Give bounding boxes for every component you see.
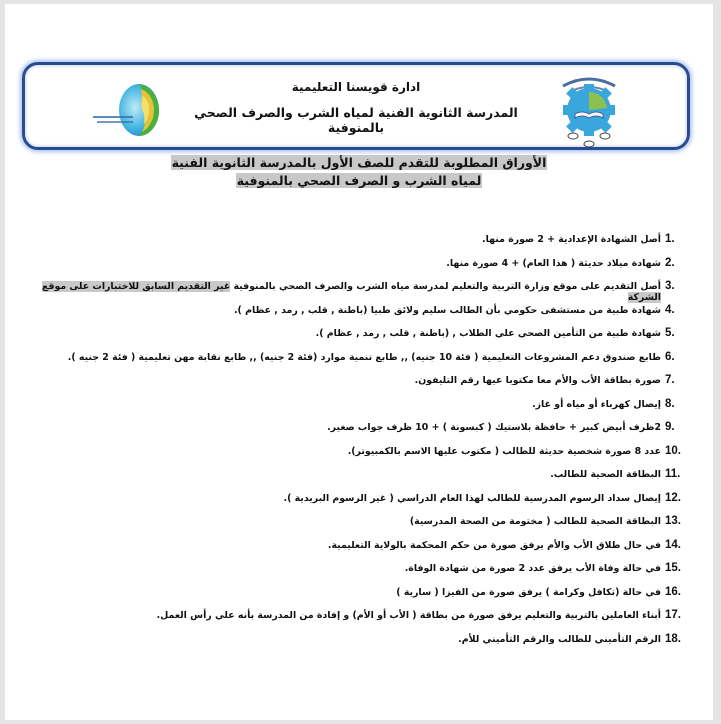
- item-number: 14.: [665, 538, 681, 551]
- item-number: 5.: [665, 327, 675, 339]
- list-item: [19, 445, 687, 469]
- item-number: 12.: [665, 491, 681, 504]
- list-item: [19, 374, 687, 398]
- item-text: إيصال كهرباء أو مياه أو غاز.: [532, 398, 661, 410]
- item-text: شهادة طبية من مستشفى حكومي بأن الطالب سليم ولائق طبيا (باطنة , قلب , رمد , عظام ).: [233, 304, 661, 316]
- item-number: 8.: [665, 397, 675, 410]
- item-number: 1.: [665, 233, 675, 245]
- item-number: 18.: [665, 632, 681, 645]
- item-number: 10.: [665, 444, 681, 457]
- list-item: [19, 609, 687, 633]
- title-line-2: لمياه الشرب و الصرف الصحي بالمنوفية: [236, 173, 482, 188]
- item-text: شهادة طبية من التأمين الصحي علي الطلاب , (باطنة , قلب , رمد , عظام ).: [315, 328, 661, 339]
- list-item: [19, 398, 687, 422]
- header-box: [22, 62, 690, 150]
- item-text: طابع صندوق دعم المشروعات التعليمية ( فئة 10 جنيه) ,, طابع تنمية موارد (فئة 2 جنيه) ,, طابع نقابة مهن تعليمية ( فئة 2 جنيه ).: [67, 351, 661, 363]
- list-item: [19, 421, 687, 445]
- item-text: في حال طلاق الأب والأم يرفق صورة من حكم المحكمة بالولاية التعليمية.: [327, 539, 661, 551]
- list-item: [19, 351, 687, 375]
- item-number: 4.: [665, 303, 675, 316]
- item-text: شهادة ميلاد حديثة ( هذا العام) + 4 صورة منها.: [446, 257, 661, 269]
- list-item: [19, 515, 687, 539]
- item-number: 13.: [665, 515, 681, 527]
- list-item: [19, 633, 687, 657]
- highlighted-note: غير التقديم السابق للاختبارات على موقع الشركة: [41, 281, 661, 303]
- item-text: عدد 8 صورة شخصية حديثة للطالب ( مكتوب عليها الاسم بالكمبيوتر).: [347, 445, 661, 457]
- item-text: البطاقة الصحية للطالب.: [550, 469, 661, 480]
- list-item: [19, 327, 687, 351]
- item-text: أصل الشهادة الإعدادية + 2 صورة منها.: [482, 234, 661, 245]
- item-text: أبناء العاملين بالتربية والتعليم يرفق صورة من بطاقة ( الأب أو الأم) و إفادة من المدرسة بأنه علي رأس العمل.: [156, 610, 661, 621]
- list-item: [19, 539, 687, 563]
- list-item: [19, 257, 687, 281]
- school-name: المدرسة الثانوية الفنية لمياه الشرب والصرف الصحي بالمنوفية: [194, 105, 518, 135]
- item-number: 17.: [665, 609, 681, 621]
- item-text-main: أصل التقديم على موقع وزارة التربية والتعليم لمدرسة مياه الشرب والصرف الصحي بالمنوفية: [233, 281, 661, 292]
- item-number: 16.: [665, 585, 681, 598]
- water-company-logo-icon: [91, 80, 166, 142]
- requirements-list: [19, 233, 687, 656]
- item-number: 3.: [665, 280, 675, 292]
- list-item: [19, 562, 687, 586]
- document-title: [25, 154, 693, 190]
- item-text: في حالة (تكافل وكرامة ) يرفق صورة من الفيزا ( سارية ): [396, 586, 661, 598]
- item-number: 11.: [665, 468, 681, 480]
- item-number: 15.: [665, 562, 681, 574]
- item-number: 6.: [665, 350, 675, 363]
- administration-name: ادارة قويسنا التعليمية: [291, 80, 421, 94]
- list-item: [19, 468, 687, 492]
- item-number: 7.: [665, 374, 675, 386]
- item-text: صورة بطاقة الأب والأم معا مكتوبا عيها رقم التليفون.: [414, 375, 661, 386]
- item-number: 2.: [665, 256, 675, 269]
- item-text: الرقم التأميني للطالب والرقم التأميني للأم.: [458, 633, 661, 645]
- document-page: [5, 4, 713, 720]
- item-text: 2ظرف أبيض كبير + حافظة بلاستيك ( كبسونة ) + 10 ظرف جواب صغير.: [327, 422, 661, 433]
- list-item: [19, 280, 687, 304]
- item-text: في حالة وفاة الأب يرفق عدد 2 صورة من شهادة الوفاة.: [404, 563, 661, 574]
- item-text: إيصال سداد الرسوم المدرسية للطالب لهذا العام الدراسي ( غير الرسوم البريدية ).: [283, 492, 661, 504]
- list-item: [19, 492, 687, 516]
- title-line-1: الأوراق المطلوبة للتقدم للصف الأول بالمدرسة الثانوية الفنية: [171, 155, 547, 170]
- item-text: [19, 281, 661, 303]
- list-item: [19, 304, 687, 328]
- school-gear-logo-icon: [549, 70, 629, 150]
- item-number: 9.: [665, 421, 675, 433]
- item-text: البطاقة الصحية للطالب ( مختومة من الصحة المدرسية): [409, 516, 661, 527]
- list-item: [19, 586, 687, 610]
- list-item: [19, 233, 687, 257]
